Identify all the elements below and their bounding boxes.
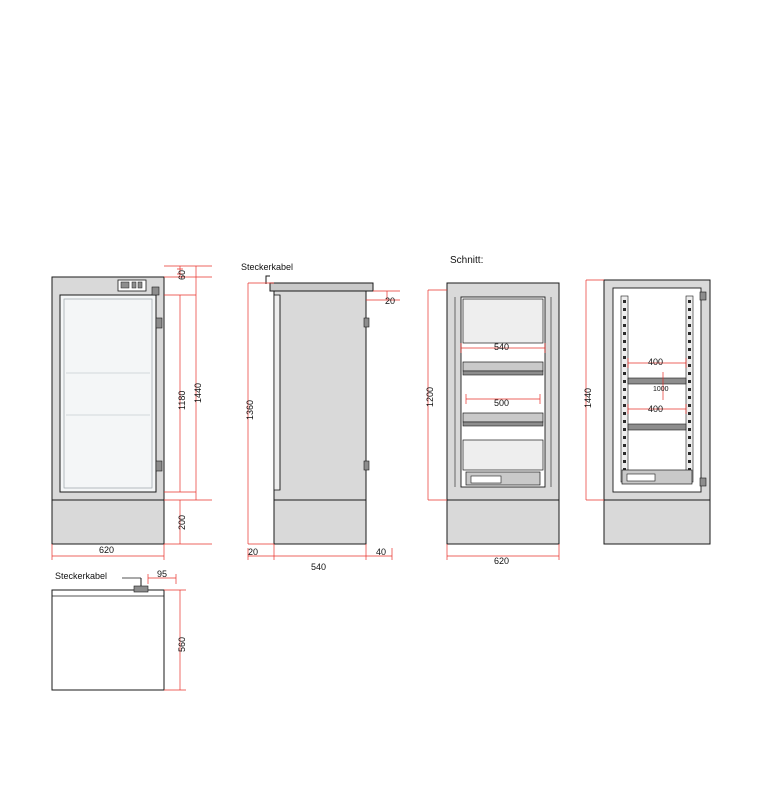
side-dim-40: 40: [376, 547, 387, 557]
interior-dim-1440: 1440: [583, 387, 593, 408]
section-dim-620: 620: [494, 556, 510, 566]
side-dim-20-bottom: 20: [248, 547, 259, 557]
section-dim-1200: 1200: [425, 386, 435, 407]
top-view-cable-label: Steckerkabel: [55, 571, 108, 581]
section-view-geometry: [447, 283, 559, 544]
side-view-geometry: [266, 276, 373, 544]
top-view-geometry: [52, 578, 164, 690]
interior-dim-400-lower: 400: [648, 404, 664, 414]
section-view-title: Schnitt:: [450, 255, 484, 266]
front-dim-1440: 1440: [193, 382, 203, 403]
side-view-cable-label: Steckerkabel: [241, 262, 294, 272]
top-dim-95: 95: [157, 569, 168, 579]
side-dim-540: 540: [311, 562, 327, 572]
front-dim-60: 60: [177, 269, 187, 280]
section-dim-540: 540: [494, 342, 510, 352]
front-dim-200: 200: [177, 514, 187, 530]
section-dim-500: 500: [494, 398, 510, 408]
interior-dim-1000: 1000: [653, 386, 669, 393]
front-dim-620: 620: [99, 545, 115, 555]
front-view-geometry: [52, 277, 164, 544]
side-dim-1360: 1360: [245, 399, 255, 420]
interior-dim-400-upper: 400: [648, 357, 664, 367]
front-dim-1180: 1180: [177, 390, 187, 410]
top-dim-560: 560: [177, 636, 187, 652]
side-dim-20-top: 20: [385, 296, 396, 306]
